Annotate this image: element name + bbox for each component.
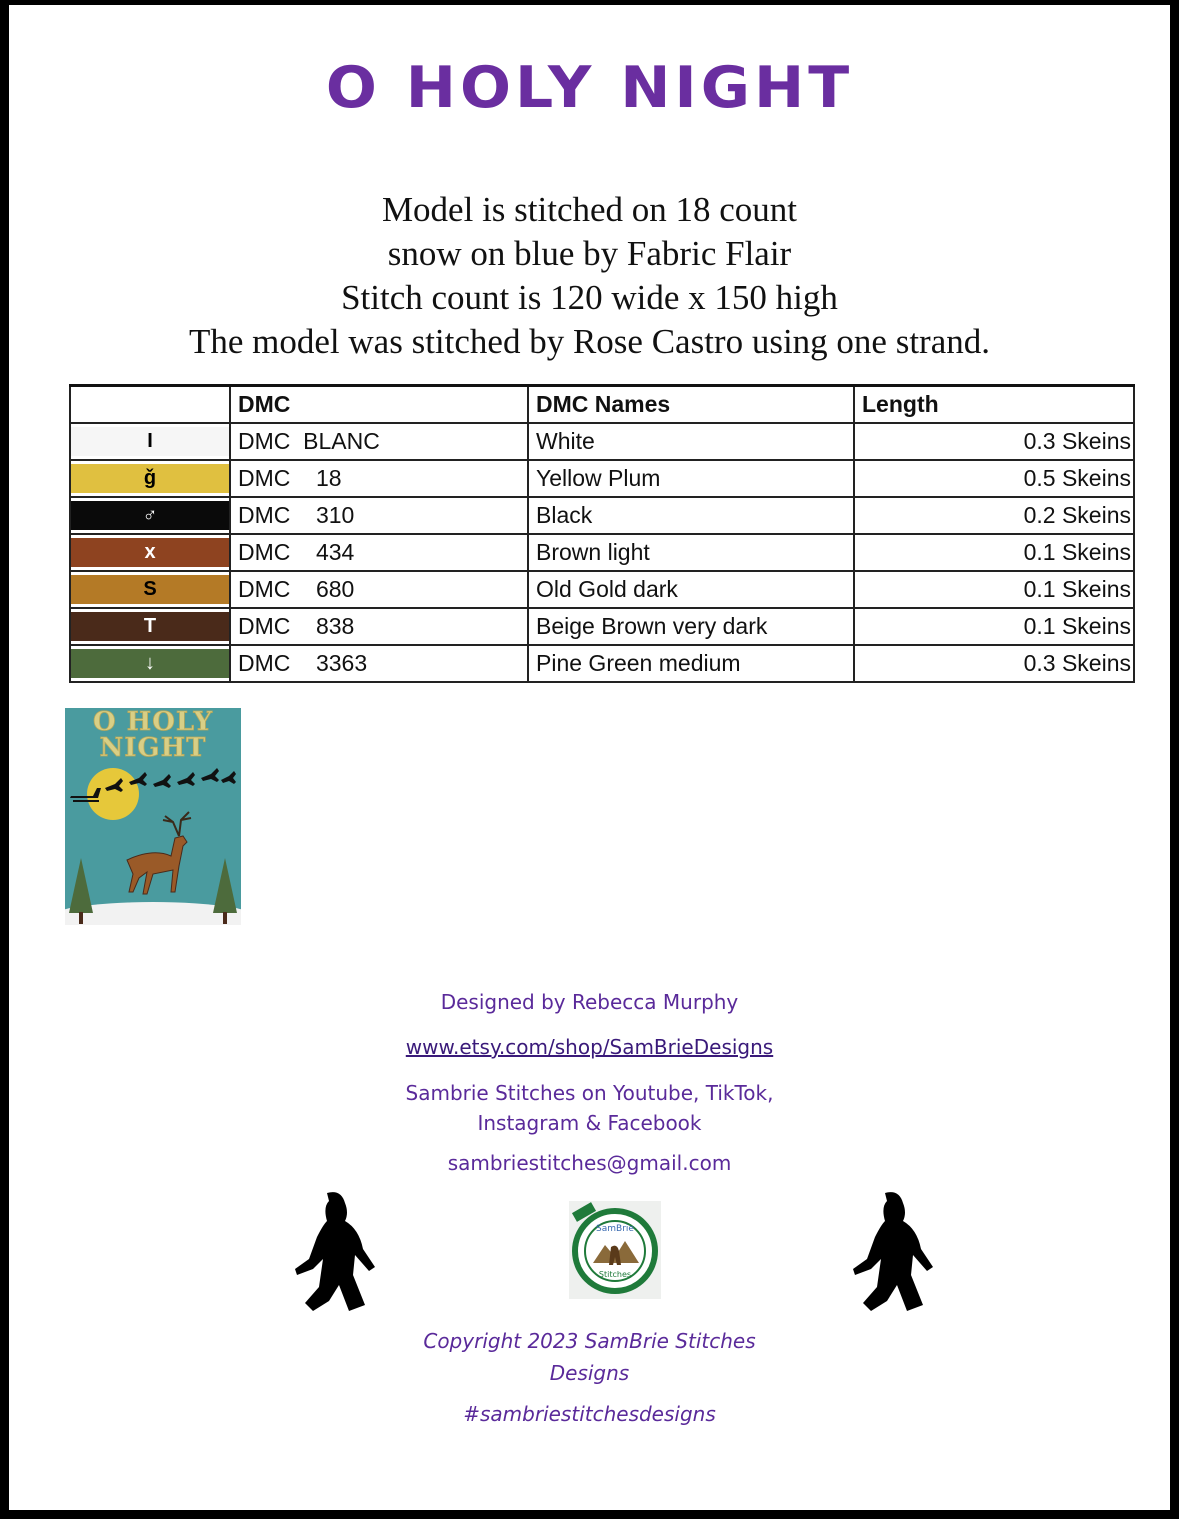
header-symbol	[70, 386, 230, 424]
social-media-text	[9, 1078, 1170, 1138]
length-cell: 0.3 Skeins	[854, 645, 1134, 682]
table-row	[70, 497, 1134, 534]
table-header-row	[70, 386, 1134, 424]
pattern-preview-image	[65, 708, 241, 925]
floss-symbol-icon: S	[71, 572, 229, 607]
table-row	[70, 571, 1134, 608]
symbol-cell	[70, 571, 230, 608]
length-cell: 0.1 Skeins	[854, 608, 1134, 645]
floss-symbol-icon: ǧ	[71, 461, 229, 496]
dmc-code-cell: DMC 3363	[230, 645, 528, 682]
symbol-cell	[70, 423, 230, 460]
copyright-line: Designs	[549, 1361, 630, 1385]
floss-symbol-icon: I	[71, 424, 229, 459]
etsy-shop-link[interactable]: www.etsy.com/shop/SamBrieDesigns	[405, 1035, 774, 1059]
intro-line: Stitch count is 120 wide x 150 high	[341, 278, 838, 317]
bigfoot-silhouette-left-icon	[287, 1189, 383, 1315]
dmc-code-cell: DMC 434	[230, 534, 528, 571]
header-dmc-names: DMC Names	[528, 386, 854, 424]
copyright-line: Copyright 2023 SamBrie Stitches	[423, 1329, 756, 1353]
floss-symbol-icon: ↓	[71, 646, 229, 681]
symbol-cell	[70, 497, 230, 534]
social-line: Instagram & Facebook	[477, 1111, 702, 1135]
preview-title-line1: O HOLY	[92, 708, 214, 737]
contact-email: sambriestitches@gmail.com	[447, 1151, 732, 1175]
dmc-code-cell: DMC 310	[230, 497, 528, 534]
header-length: Length	[854, 386, 1134, 424]
bigfoot-silhouette-right-icon	[845, 1189, 941, 1315]
dmc-code-cell: DMC 18	[230, 460, 528, 497]
floss-table	[69, 384, 1135, 683]
floss-symbol-icon: T	[71, 609, 229, 644]
symbol-cell	[70, 460, 230, 497]
pattern-title: O HOLY NIGHT	[325, 54, 854, 122]
length-cell: 0.1 Skeins	[854, 534, 1134, 571]
intro-text	[9, 188, 1170, 364]
logo-badge-icon	[569, 1201, 661, 1299]
dmc-name-cell: Beige Brown very dark	[528, 608, 854, 645]
symbol-cell	[70, 608, 230, 645]
symbol-cell	[70, 645, 230, 682]
logo-text-bottom: Stitches	[598, 1270, 632, 1279]
copyright-text	[9, 1325, 1170, 1389]
dmc-name-cell: Black	[528, 497, 854, 534]
dmc-code-cell: DMC BLANC	[230, 423, 528, 460]
preview-title-line2: NIGHT	[99, 733, 207, 763]
dmc-name-cell: Yellow Plum	[528, 460, 854, 497]
intro-line: Model is stitched on 18 count	[381, 190, 798, 229]
length-cell: 0.2 Skeins	[854, 497, 1134, 534]
floss-symbol-icon: ♂	[71, 498, 229, 533]
sambrie-logo	[569, 1201, 661, 1299]
dmc-name-cell: White	[528, 423, 854, 460]
length-cell: 0.5 Skeins	[854, 460, 1134, 497]
designer-credit: Designed by Rebecca Murphy	[440, 990, 739, 1014]
pattern-page	[9, 5, 1170, 1510]
floss-symbol-icon: x	[71, 535, 229, 570]
length-cell: 0.3 Skeins	[854, 423, 1134, 460]
dmc-name-cell: Old Gold dark	[528, 571, 854, 608]
dmc-code-cell: DMC 838	[230, 608, 528, 645]
intro-line: The model was stitched by Rose Castro using one strand.	[189, 322, 990, 361]
social-line: Sambrie Stitches on Youtube, TikTok,	[405, 1081, 774, 1105]
table-row	[70, 423, 1134, 460]
table-row	[70, 608, 1134, 645]
header-dmc: DMC	[230, 386, 528, 424]
shop-link-wrapper	[9, 1035, 1170, 1059]
hashtag: #sambriestitchesdesigns	[463, 1402, 716, 1426]
table-row	[70, 460, 1134, 497]
intro-line: snow on blue by Fabric Flair	[387, 234, 792, 273]
table-row	[70, 534, 1134, 571]
dmc-code-cell: DMC 680	[230, 571, 528, 608]
logo-text-top: SamBrie	[596, 1224, 634, 1234]
dmc-name-cell: Brown light	[528, 534, 854, 571]
snow-ground	[65, 902, 241, 925]
symbol-cell	[70, 534, 230, 571]
table-row	[70, 645, 1134, 682]
dmc-name-cell: Pine Green medium	[528, 645, 854, 682]
length-cell: 0.1 Skeins	[854, 571, 1134, 608]
